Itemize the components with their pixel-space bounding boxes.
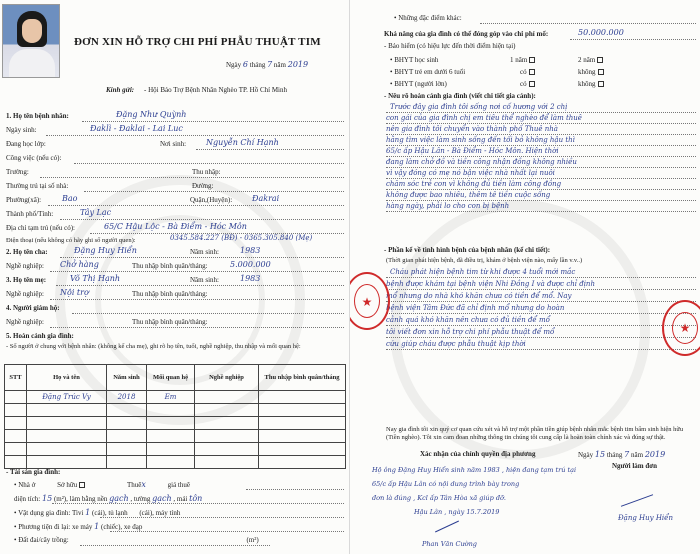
father-income-label: Thu nhập bình quân/tháng:: [132, 262, 208, 270]
class-label: Đang học lớp:: [6, 140, 46, 148]
current-address-value: 65/C Hậu Lộc - Bà Điểm - Hóc Môn: [104, 222, 247, 231]
current-address-label: Địa chỉ tạm trú (nếu có):: [6, 224, 76, 232]
family-heading: 5. Hoàn cảnh gia đình:: [6, 332, 74, 340]
own-checkbox[interactable]: [79, 482, 85, 488]
form-date: Ngày 6 tháng 7 năm 2019: [226, 60, 309, 69]
other-features-label: • Những đặc điểm khác:: [394, 14, 462, 22]
official-signature: Phan Văn Cường: [422, 540, 477, 548]
bhyt-student-row: • BHYT học sinh: [390, 56, 439, 64]
father-job-label: Nghề nghiệp:: [6, 262, 44, 270]
goods-row: • Vật dụng gia đình: Tivi 1 (cái), tủ lạnh (cái), máy tính: [14, 508, 181, 517]
father-birth-label: Năm sinh:: [190, 248, 219, 256]
father-birth-value: 1983: [240, 246, 261, 255]
area-row: diện tích: 15 (m²), làm bằng nền gạch , tường gạch , mái tôn: [14, 494, 203, 503]
col-job: Nghề nghiệp: [195, 365, 259, 391]
form-title: ĐƠN XIN HỖ TRỢ CHI PHÍ PHẪU THUẬT TIM: [74, 36, 321, 48]
family-note: - Số người ở chung với bệnh nhân: (không kể cha mẹ), ghi rõ họ tên, tuổi, nghề nghiệp, thu nhập và mối quan hệ:: [6, 343, 301, 350]
family-table: [4, 364, 346, 469]
assets-heading: - Tài sản gia đình:: [6, 468, 61, 476]
table-row: [5, 404, 346, 417]
reason-heading: - Nêu rõ hoàn cảnh gia đình (viết chi tiết gia cảnh):: [384, 92, 536, 100]
col-stt: STT: [5, 365, 27, 391]
child-no-checkbox[interactable]: [598, 69, 604, 75]
dob-label: Ngày sinh:: [6, 126, 37, 134]
guardian-income-label: Thu nhập bình quân/tháng:: [132, 318, 208, 326]
guardian-label: 4. Người giám hộ:: [6, 304, 60, 312]
father-job-value: Chở hàng: [60, 260, 99, 269]
applicant-label: Người làm đơn: [612, 462, 658, 470]
father-name-label: 2. Họ tên cha:: [6, 248, 48, 256]
student-1y-checkbox[interactable]: [529, 57, 535, 63]
col-income: Thu nhập bình quân/tháng: [259, 365, 346, 391]
table-row: [5, 456, 346, 469]
patient-photo: [2, 4, 60, 78]
phone-value: 0345.584.227 (BĐ) - 0365.305.840 (Mẹ): [170, 234, 313, 242]
col-birth: Năm sinh: [107, 365, 147, 391]
father-income-value: 5.000.000: [230, 260, 271, 269]
district-value: Đakrai: [252, 194, 280, 203]
bhyt-poor-row: • BHYT (người lờn): [390, 80, 447, 88]
table-row: [5, 391, 346, 404]
col-name: Họ và tên: [27, 365, 107, 391]
patient-name-value: Đặng Như Quỳnh: [116, 110, 187, 119]
poor-yes-checkbox[interactable]: [529, 81, 535, 87]
school-label: Trường:: [6, 168, 29, 176]
official-stamp-left: ★: [350, 272, 390, 330]
birthplace-label: Nơi sinh:: [160, 140, 187, 148]
member-birth: 2018: [107, 391, 147, 404]
capacity-label: Khả năng của gia đình có thể đóng góp vào chi phí mổ:: [384, 30, 549, 38]
father-name-value: Đặng Huy Hiển: [74, 246, 137, 255]
mother-birth-label: Năm sinh:: [190, 276, 219, 284]
city-label: Thành phố/Tỉnh:: [6, 210, 54, 218]
ward-value: Bao: [62, 194, 78, 203]
recipient-value: - Hội Bảo Trợ Bệnh Nhân Nghèo TP. Hồ Chí Minh: [144, 86, 287, 94]
form-page-right: • Những đặc điểm khác: Khả năng của gia đình có thể đóng góp vào chi phí mổ: 50.000.000 - Bảo hiểm (có hiệu lực đến thời điểm hiện tại) • BHYT học sinh 1 năm 2 năm • BHYT trẻ em dưới 6 tuổi có không • BHYT (người lờn) có không - Nêu rõ hoàn cảnh gia đình (viết chi tiết gia cảnh): Trước đây gia đình tôi sống nơi cố hương với 2 chị con gái của gia đình chị em tiêu thể nghèo để làm thuê nên gia đình tôi chuyển vào thành phố Thuê nhà hằng tìm việc làm sinh sống đến tối bỏ không hậu thì 65/c ấp Hậu Lân - Bà Điểm - Hóc Môn. Hiện thời đang làm chở đồ và tiền công nhận đồng không nhiều vì vậy đóng có mẹ nó bận việc nhà nhất lại nuôi chăm sóc trẻ con vì không đủ tiền làm công đồng không được bao nhiêu, thêm tê tiền cuộc sống hàng ngày, phải lo cho con bị bệnh - Phần kể về tình hình bệnh của bệnh nhân (kể chi tiết): (Thời gian phát hiện bệnh, đã điều trị, khám ở bệnh viện nào, mấy lần v.v..) Cháu phát hiện bệnh tim từ khi được 4 tuổi mới mắc bệnh được khám tại bệnh viện Nhi Đồng I và được chỉ định mổ nhưng do nhà khó khăn chưa có tiền để mổ. Nay bệnh viện Tâm Đức đã chỉ định mổ nhưng do hoàn cảnh quá khó khăn nên chưa có đủ tiền để mổ tôi viết đơn xin hỗ trợ chi phí phẫu thuật để mổ cứu giúp cháu được phẫu thuật kịp thời ★ ★ Nay gia đình tôi xin quý cơ quan cứu xét và hỗ trợ một phần tiền giúp bệnh nhân mắc bệnh tim bẩm sinh hiện hữu (Tiền nghèo). Tôi xin cam đoan những thông tin chúng tôi cung cấp là hoàn toàn chính xác và đúng sự thật. Xác nhận của chính quyền địa phương Ngày 15 tháng 7 năm 2019 Người làm đơn Hộ ông Đặng Huy Hiển sinh năm 1983 , hiện đang tạm trú tại 65/c ấp Hậu Lân có nội dung trình bày trong đơn là đúng , Kcl ấp Tân Hòa xã giúp đỡ. Hậu Lân , ngày 15.7.2019 Đặng Huy Hiển Phan Văn Cường: [350, 0, 700, 554]
col-relation: Mối quan hệ: [147, 365, 195, 391]
confirm-date: Ngày 15 tháng 7 năm 2019: [578, 450, 666, 459]
district-label: Quận,(Huyện):: [190, 196, 233, 204]
vehicle-row: • Phương tiện đi lại: xe máy 1 (chiếc), xe đạp: [14, 522, 143, 531]
mother-job-value: Nội trợ: [60, 288, 89, 297]
rent-checkbox[interactable]: x: [141, 480, 146, 489]
income-label: Thu nhập:: [192, 168, 221, 176]
bhyt-child-row: • BHYT trẻ em dưới 6 tuổi: [390, 68, 466, 76]
table-row: [5, 443, 346, 456]
city-value: Tây Lạc: [80, 208, 112, 217]
house-row: • Nhà ở Sở hữu Thuêx giá thuê: [14, 480, 190, 489]
confirm-heading: Xác nhận của chính quyền địa phương: [420, 450, 536, 458]
recipient-label: Kính gửi:: [106, 86, 135, 94]
disease-heading: - Phần kể về tình hình bệnh của bệnh nhân (kể chi tiết):: [384, 246, 551, 254]
patient-name-label: 1. Họ tên bệnh nhân:: [6, 112, 69, 120]
guardian-job-label: Nghề nghiệp:: [6, 318, 44, 326]
mother-name-value: Võ Thị Hạnh: [70, 274, 121, 283]
student-2y-checkbox[interactable]: [597, 57, 603, 63]
member-name: Đặng Trúc Vy: [27, 391, 107, 404]
birthplace-value: Nguyễn Chí Hạnh: [206, 138, 279, 147]
insurance-label: - Bảo hiểm (có hiệu lực đến thời điểm hiện tại): [384, 42, 516, 50]
land-row: • Đất đai/cây trồng: (m²): [14, 536, 259, 544]
job-label: Công việc (nếu có):: [6, 154, 62, 162]
capacity-value: 50.000.000: [578, 28, 624, 37]
table-row: [5, 417, 346, 430]
disease-subheading: (Thời gian phát hiện bệnh, đã điều trị, khám ở bệnh viện nào, mấy lần v.v..): [386, 257, 583, 264]
dob-value: Ðaklì - Đaklai - Lai Luc: [90, 124, 183, 133]
mother-birth-value: 1983: [240, 274, 261, 283]
phone-label: Điện thoại (nếu không có hãy ghi số người quen):: [6, 237, 136, 244]
commitment-text: Nay gia đình tôi xin quý cơ quan cứu xét và hỗ trợ một phần tiền giúp bệnh nhân mắc bệnh tim bẩm sinh hiện hữu (Tiền nghèo). Tôi xin cam đoan những thông tin chúng tôi cung cấp là hoàn toàn chính xác và đúng sự thật.: [386, 426, 684, 441]
address-label: Thường trú tại số nhà:: [6, 182, 69, 190]
mother-income-label: Thu nhập bình quân/tháng:: [132, 290, 208, 298]
official-stamp-right: ★: [662, 300, 700, 356]
member-relation: Em: [147, 391, 195, 404]
street-label: Đường:: [192, 182, 214, 190]
table-row: [5, 430, 346, 443]
mother-name-label: 3. Họ tên mẹ:: [6, 276, 47, 284]
child-yes-checkbox[interactable]: [529, 69, 535, 75]
applicant-signature: Đặng Huy Hiển: [618, 514, 673, 522]
poor-no-checkbox[interactable]: [598, 81, 604, 87]
mother-job-label: Nghề nghiệp:: [6, 290, 44, 298]
ward-label: Phường(xã):: [6, 196, 42, 204]
family-table-header: [5, 365, 346, 391]
